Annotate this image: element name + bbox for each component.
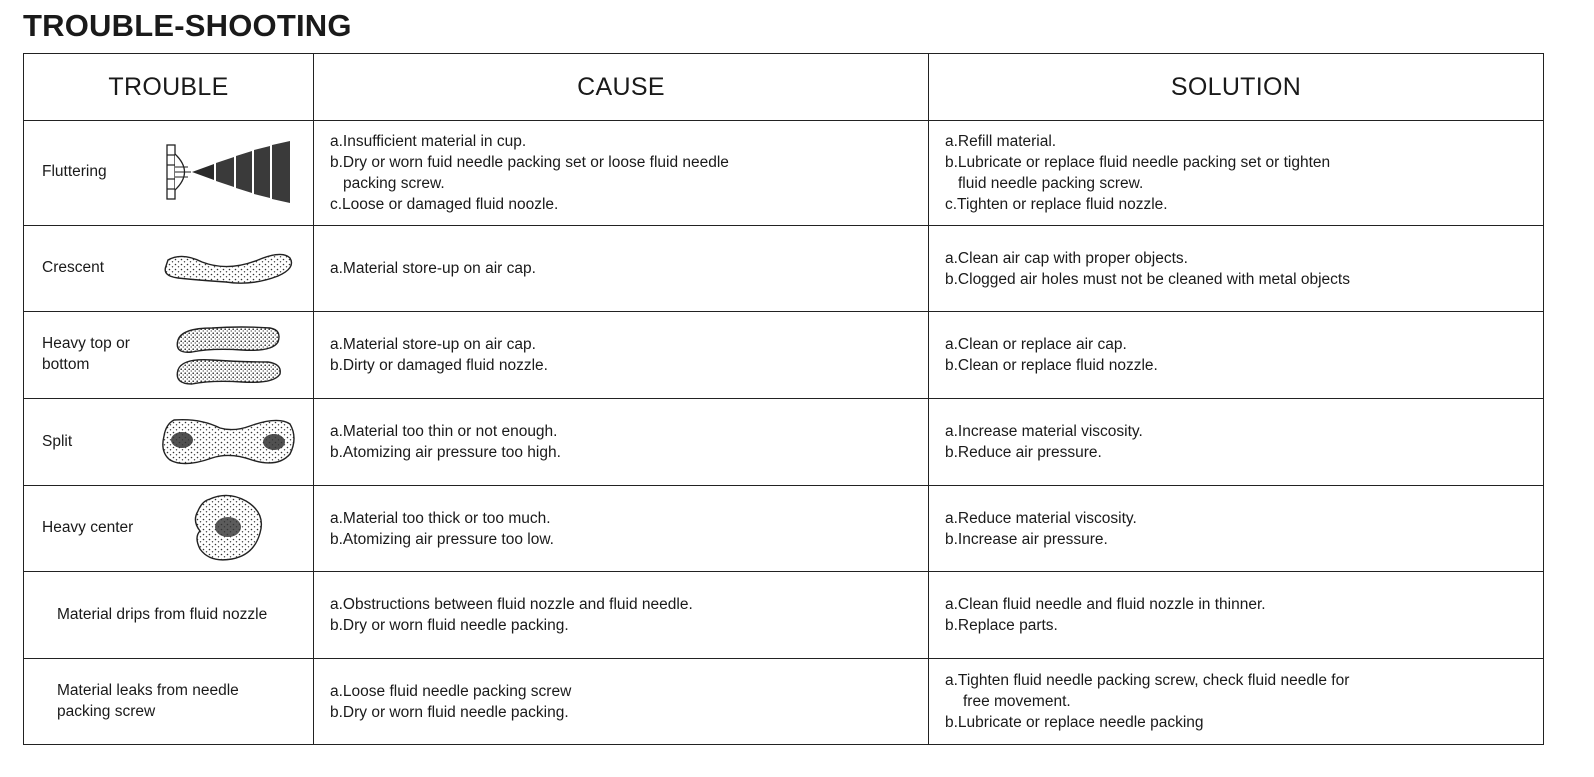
table-row [24,399,1544,486]
solution-line: a.Reduce material viscosity. [945,509,1137,527]
solution-line: b.Increase air pressure. [945,530,1108,548]
solution-line: b.Lubricate or replace needle packing [945,714,1204,731]
solution-cell [929,399,1544,486]
solution-line: a.Clean or replace air cap. [945,336,1127,353]
cause-cell [314,121,929,226]
table-row [24,572,1544,659]
solution-line: b.Lubricate or replace fluid needle packing set or tighten [945,154,1331,171]
split-spray-pattern-icon [160,416,296,468]
table-row [24,486,1544,572]
trouble-cell [24,121,314,226]
solution-line: a.Clean fluid needle and fluid nozzle in thinner. [945,596,1266,613]
solution-cell [929,312,1544,399]
cause-line: b.Dirty or damaged fluid nozzle. [330,357,548,374]
solution-cell [929,659,1544,745]
cause-cell [314,399,929,486]
cause-line: a.Material too thin or not enough. [330,423,558,440]
solution-line: a.Refill material. [945,133,1057,150]
solution-line: b.Clean or replace fluid nozzle. [945,357,1158,374]
page-title: TROUBLE-SHOOTING [23,8,352,43]
cause-line: b.Atomizing air pressure too high. [330,444,561,461]
cause-line: b.Dry or worn fluid needle packing. [330,617,569,634]
cause-line: a.Loose fluid needle packing screw [330,682,572,700]
trouble-label [57,680,239,722]
trouble-label: Split [42,433,73,450]
trouble-label: Material drips from fluid nozzle [57,606,268,623]
solution-line: b.Replace parts. [945,617,1058,634]
trouble-cell [24,486,314,572]
solution-line: a.Clean air cap with proper objects. [945,249,1188,267]
trouble-label-line: packing screw [57,703,156,720]
trouble-cell [24,659,314,745]
cause-cell [314,659,929,745]
trouble-label: Fluttering [42,163,107,180]
trouble-label-line: Material leaks from needle [57,682,239,699]
cause-line: b.Atomizing air pressure too low. [330,530,554,548]
cause-cell [314,572,929,659]
cause-line: a.Obstructions between fluid nozzle and fluid needle. [330,596,693,613]
fluttering-spray-pattern-icon [164,141,294,203]
header-cause: CAUSE [314,54,929,121]
trouble-label [42,333,130,375]
header-solution: SOLUTION [929,54,1544,121]
table-row [24,312,1544,399]
cause-line: c.Loose or damaged fluid noozle. [330,196,559,213]
solution-line: c.Tighten or replace fluid nozzle. [945,196,1168,213]
cause-cell [314,312,929,399]
cause-cell [314,486,929,572]
cause-cell [314,226,929,312]
cause-line: a.Material store-up on air cap. [330,260,536,277]
solution-cell [929,226,1544,312]
heavy-center-spray-pattern-icon [190,493,266,563]
trouble-cell [24,226,314,312]
cause-line: a.Material too thick or too much. [330,509,551,527]
solution-line: b.Clogged air holes must not be cleaned with metal objects [945,270,1350,288]
solution-cell [929,572,1544,659]
cause-line: b.Dry or worn fuid needle packing set or loose fluid needle [330,154,729,171]
trouble-label: Crescent [42,259,105,276]
trouble-label: Heavy center [42,519,134,536]
solution-cell [929,486,1544,572]
trouble-cell [24,572,314,659]
table-row [24,226,1544,312]
troubleshooting-table [23,53,1544,745]
header-trouble: TROUBLE [24,54,314,121]
heavy-top-bottom-spray-pattern-icon [172,324,284,386]
trouble-label-line: bottom [42,356,90,373]
cause-line: b.Dry or worn fluid needle packing. [330,703,569,721]
crescent-spray-pattern-icon [162,248,294,288]
trouble-label-line: Heavy top or [42,335,130,352]
solution-line: fluid needle packing screw. [958,175,1144,192]
cause-line: a.Insufficient material in cup. [330,133,527,150]
solution-line: a.Tighten fluid needle packing screw, check fluid needle for [945,672,1350,689]
cause-line: packing screw. [343,175,445,192]
solution-cell [929,121,1544,226]
table-row [24,121,1544,226]
cause-line: a.Material store-up on air cap. [330,336,536,353]
solution-line: a.Increase material viscosity. [945,423,1143,440]
trouble-cell [24,399,314,486]
table-header-row [24,54,1544,121]
table-row [24,659,1544,745]
trouble-cell [24,312,314,399]
solution-line: free movement. [963,693,1071,710]
solution-line: b.Reduce air pressure. [945,444,1102,461]
